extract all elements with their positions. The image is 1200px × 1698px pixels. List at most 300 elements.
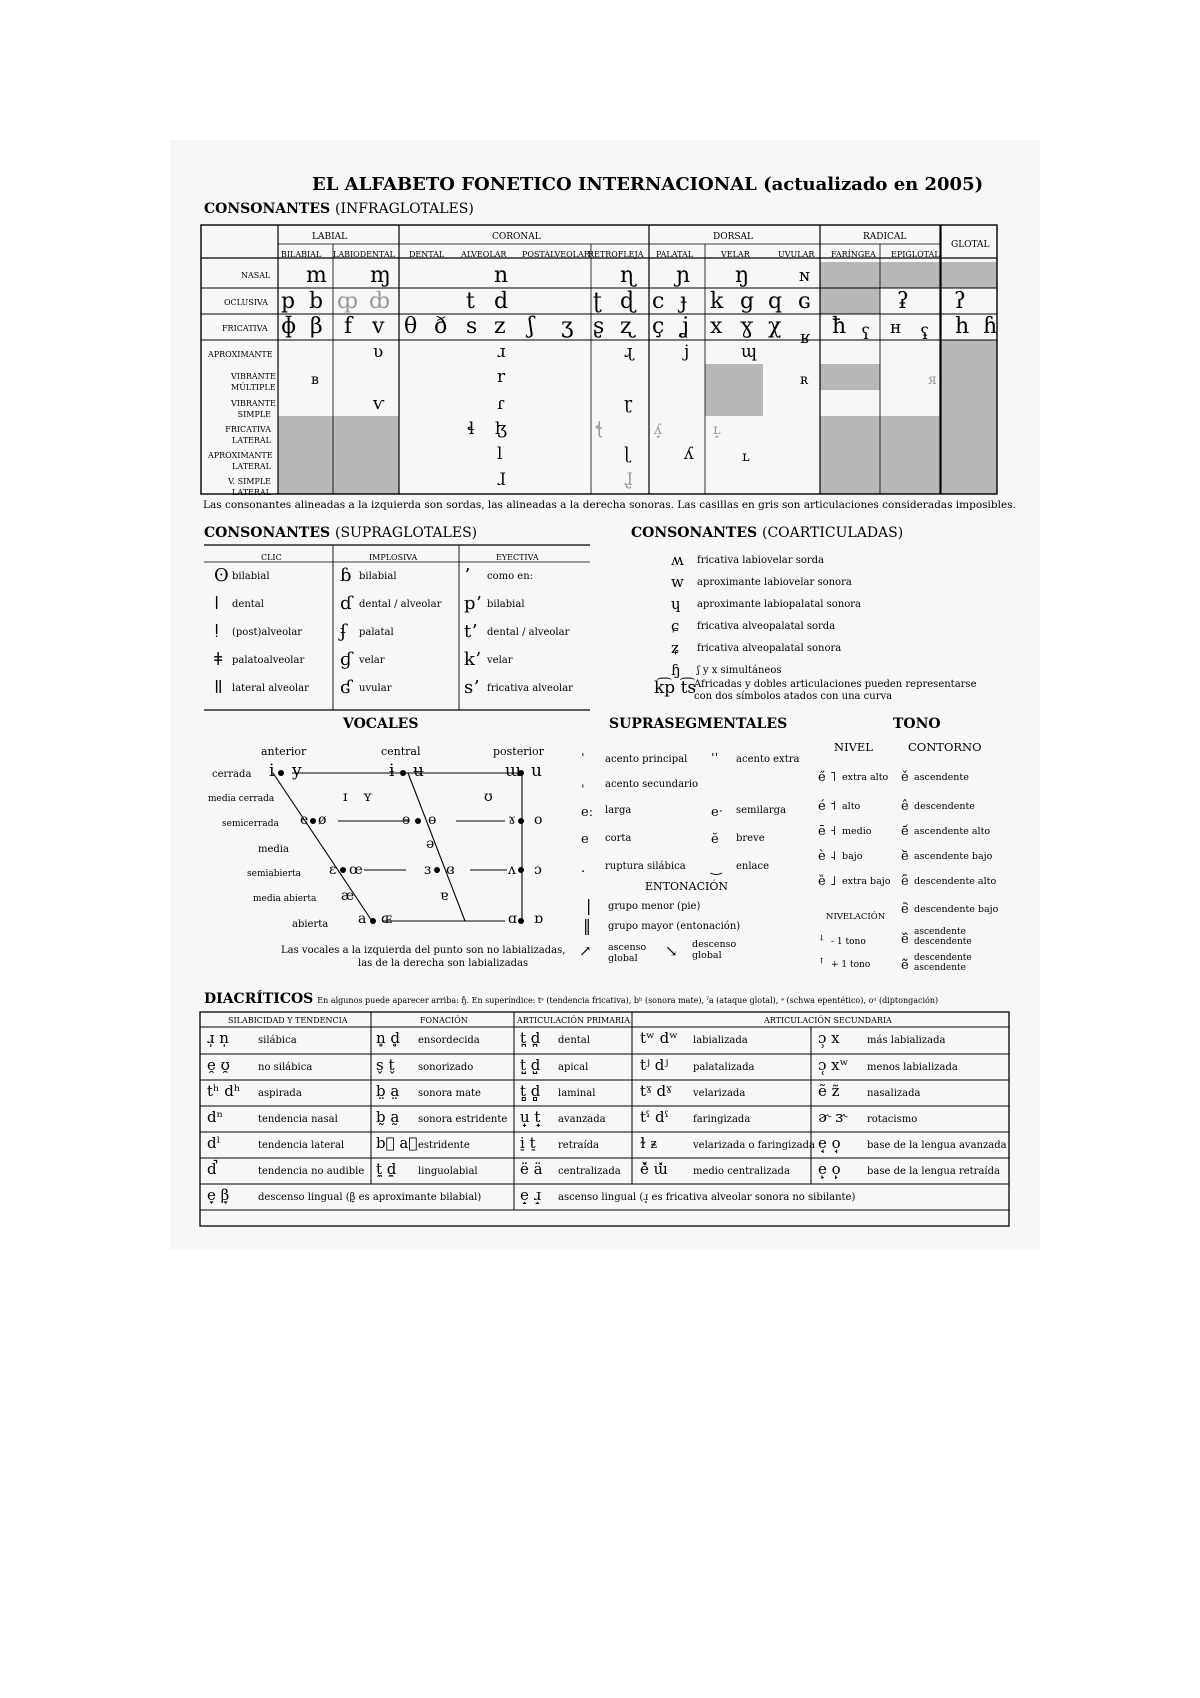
ipa-glottal-stop: ʔ bbox=[954, 289, 966, 314]
vowel-o: o bbox=[534, 812, 543, 828]
tone-contour-symbol: e᷇ bbox=[901, 874, 909, 889]
diacritic-symbol: b᪽ a᪽ bbox=[376, 1134, 418, 1152]
supraseg-label: acento secundario bbox=[605, 779, 699, 790]
ipa-lateral-flap: ɺ bbox=[497, 470, 506, 490]
tone-contour-label: ascendente bbox=[914, 927, 966, 937]
entonacion-label: global bbox=[692, 950, 722, 961]
ejective-label: fricativa alveolar bbox=[487, 683, 573, 694]
diacritic-label: velarizada bbox=[693, 1088, 746, 1099]
supraseg-symbol: ˌ bbox=[581, 775, 585, 790]
tone-contour-label: descendente bajo bbox=[914, 904, 999, 915]
group-radical: RADICAL bbox=[863, 232, 907, 242]
diac-col-art-secundaria: ARTICULACIÓN SECUNDARIA bbox=[764, 1016, 892, 1025]
impossible-cell bbox=[705, 364, 763, 416]
ipa-f: f bbox=[344, 314, 353, 339]
ipa-labiodental-nasal: ɱ bbox=[370, 263, 391, 288]
vowel-epsilon: ɛ bbox=[329, 862, 337, 878]
diac-col-fonacion: FONACIÓN bbox=[420, 1016, 468, 1025]
ipa-h: h bbox=[955, 314, 970, 339]
coart-label: ʃ y x simultáneos bbox=[697, 665, 782, 676]
ipa-pharyngeal-voiced: ʕ bbox=[861, 324, 871, 344]
supraseg-label: breve bbox=[736, 833, 765, 844]
implosive-symbol: ʛ bbox=[340, 677, 352, 698]
entonacion-label: global bbox=[608, 953, 638, 964]
implosive-symbol: ʄ bbox=[340, 621, 347, 642]
row-vsimple-lateral: V. SIMPLE LATERAL bbox=[228, 477, 271, 497]
ipa-retroflex-nasal: ɳ bbox=[620, 263, 636, 288]
vowel-o-slash: ø bbox=[318, 812, 327, 828]
coart-symbol: ɕ bbox=[671, 617, 680, 635]
vowel-dot bbox=[518, 867, 524, 873]
row-oclusiva: OCLUSIVA bbox=[224, 298, 268, 307]
click-symbol: ǁ bbox=[214, 677, 223, 698]
impossible-cell bbox=[278, 416, 399, 494]
ipa-alveolar-approximant: ɹ bbox=[497, 342, 506, 362]
sub-labiodental: LABIODENTAL bbox=[333, 250, 395, 259]
diacritic-label: nasalizada bbox=[867, 1088, 921, 1099]
entonacion-label: grupo menor (pie) bbox=[608, 901, 701, 912]
ipa-v: v bbox=[372, 314, 385, 339]
impossible-cell bbox=[880, 262, 941, 288]
sub-alveolar: ALVEOLAR bbox=[461, 250, 507, 259]
entonacion-symbol: | bbox=[586, 896, 592, 915]
diacritic-label: más labializada bbox=[867, 1035, 946, 1046]
diacritic-symbol: t̼ d̼ bbox=[376, 1160, 397, 1178]
diacritic-label: sonora mate bbox=[418, 1088, 481, 1099]
diacritic-label: rotacismo bbox=[867, 1114, 918, 1125]
tone-level-symbol: é ˦ bbox=[818, 799, 837, 814]
diacritic-label: estridente bbox=[418, 1140, 470, 1151]
sub-dental: DENTAL bbox=[409, 250, 445, 259]
tono-nivel-title: NIVEL bbox=[834, 740, 873, 754]
vowel-alpha: ɑ bbox=[508, 911, 517, 927]
click-symbol: ǂ bbox=[214, 649, 223, 670]
ipa-beta: β bbox=[310, 314, 323, 339]
vowel-col-central: central bbox=[381, 745, 421, 758]
diacritic-label: labializada bbox=[693, 1035, 748, 1046]
ipa-retroflex-z: ʐ bbox=[620, 314, 634, 339]
vowel-open-o: ɔ bbox=[534, 862, 542, 878]
ejective-symbol: sʼ bbox=[464, 677, 479, 698]
impossible-cell bbox=[820, 364, 880, 390]
impossible-cell bbox=[820, 288, 880, 314]
diacritic-symbol: u̟ t̟ bbox=[520, 1108, 541, 1126]
ipa-p: p bbox=[281, 289, 296, 314]
supraseg-label: ruptura silábica bbox=[605, 861, 686, 872]
ipa-d: d bbox=[494, 289, 509, 314]
diacritic-label: laminal bbox=[558, 1088, 596, 1099]
click-symbol: ʘ bbox=[214, 565, 229, 586]
implosive-symbol: ɠ bbox=[340, 649, 353, 670]
vowel-row-cerrada: cerrada bbox=[212, 769, 252, 780]
row-vibrante-simple: VIBRANTE SIMPLE bbox=[231, 399, 276, 419]
entonacion-symbol: ↘ bbox=[665, 942, 678, 960]
diacritic-label: tendencia lateral bbox=[258, 1140, 345, 1151]
diacritic-label: menos labializada bbox=[867, 1062, 958, 1073]
ipa-tie-bar-examples: k͡p t͡s bbox=[654, 678, 697, 698]
diacritic-label: velarizada o faringizada bbox=[693, 1140, 815, 1151]
ipa-retroflex-approximant: ɻ bbox=[624, 342, 634, 362]
ipa-q: q bbox=[768, 289, 783, 314]
tone-level-label: extra alto bbox=[842, 772, 889, 783]
row-vibrante-multiple: VIBRANTE MÚLTIPLE bbox=[231, 372, 276, 392]
coart-label: fricativa alveopalatal sorda bbox=[697, 621, 836, 632]
entonacion-label: ascenso bbox=[608, 942, 647, 953]
sub-retrofleja: RETROFLEJA bbox=[588, 250, 644, 259]
supraseg-label: larga bbox=[605, 805, 632, 816]
vowel-a: a bbox=[358, 911, 367, 927]
implosive-label: palatal bbox=[359, 627, 394, 638]
sub-palatal: PALATAL bbox=[656, 250, 694, 259]
col-clic: CLIC bbox=[261, 553, 282, 562]
group-dorsal: DORSAL bbox=[713, 232, 754, 242]
diacritic-label: base de la lengua retraída bbox=[867, 1166, 1000, 1177]
tone-contour-symbol: e᷈ bbox=[901, 932, 909, 947]
diacritic-label: retraída bbox=[558, 1140, 600, 1151]
row-aproximante: APROXIMANTE bbox=[208, 350, 273, 359]
ipa-lateral-fricative-voiceless: ɬ bbox=[467, 419, 475, 439]
ipa-g: g bbox=[740, 289, 755, 314]
diacritic-symbol: ɔ̜ xʷ bbox=[818, 1056, 849, 1074]
ipa-n: n bbox=[494, 263, 509, 288]
ipa-retroflex-t: ʈ bbox=[593, 289, 602, 314]
vowel-dot bbox=[518, 918, 524, 924]
vowel-rams-horns: ɤ bbox=[508, 812, 516, 828]
vowel-row-media-abierta: media abierta bbox=[253, 894, 317, 904]
vowel-row-semicerrada: semicerrada bbox=[222, 819, 279, 829]
tone-contour-symbol: e᷄ bbox=[901, 824, 909, 839]
diacritic-symbol: ě̽ ɯ̽ bbox=[640, 1160, 668, 1178]
coart-label: fricativa alveopalatal sonora bbox=[697, 643, 842, 654]
ipa-ezh: ʒ bbox=[561, 314, 574, 339]
row-fricativa: FRICATIVA bbox=[222, 324, 268, 333]
coart-symbol: ɧ bbox=[671, 661, 681, 679]
entonacion-title: ENTONACIÓN bbox=[645, 880, 728, 893]
diacritic-symbol: ẽ z̃ bbox=[818, 1082, 840, 1100]
ejective-symbol: ʼ bbox=[464, 565, 470, 586]
tone-contour-label: ascendente alto bbox=[914, 826, 991, 837]
vowel-row-media-cerrada: media cerrada bbox=[208, 794, 275, 804]
supraseg-label: acento extra bbox=[736, 754, 800, 765]
supraseg-symbol: e bbox=[581, 832, 589, 847]
diacritic-label: tendencia nasal bbox=[258, 1114, 338, 1125]
ipa-velar-lateral-fricative: ʟ̝ bbox=[713, 422, 721, 438]
supraseg-label: corta bbox=[605, 833, 632, 844]
tone-contour-label: ascendente bbox=[914, 963, 966, 973]
tone-contour-symbol: e᷉ bbox=[901, 958, 909, 973]
tone-level-label: alto bbox=[842, 801, 861, 812]
ipa-velar-approximant: ɰ bbox=[741, 342, 758, 362]
diacritic-symbol: e̞ β̞ bbox=[207, 1186, 230, 1204]
ipa-k: k bbox=[710, 289, 724, 314]
ipa-chi: χ bbox=[768, 314, 782, 339]
ipa-retroflex-flap: ɽ bbox=[624, 394, 633, 414]
sub-bilabial: BILABIAL bbox=[281, 250, 322, 259]
ipa-theta: θ bbox=[404, 314, 418, 339]
ipa-epiglottal-plosive: ʡ bbox=[897, 289, 909, 314]
diacritic-label: ascenso lingual (ɹ̝ es fricativa alveolar sonora no sibilante) bbox=[558, 1192, 856, 1203]
entonacion-label: grupo mayor (entonación) bbox=[608, 921, 741, 932]
vowel-y: y bbox=[292, 761, 302, 781]
sub-epiglotal: EPIGLOTAL bbox=[891, 250, 940, 259]
ipa-retroflex-lateral-fricative: ꞎ bbox=[595, 419, 604, 439]
coart-symbol: ʍ bbox=[671, 551, 684, 569]
vowel-row-media: media bbox=[258, 844, 289, 855]
coart-label: aproximante labiopalatal sonora bbox=[697, 599, 862, 610]
diacritic-symbol: d̚ bbox=[207, 1160, 217, 1178]
ipa-h-bar: ħ bbox=[832, 314, 847, 339]
ipa-c: c bbox=[652, 289, 665, 314]
supraseg-symbol: ˈˈ bbox=[711, 752, 719, 767]
ipa-eth: ð bbox=[434, 314, 448, 339]
diacritic-symbol: ɹ̩ n̩ bbox=[207, 1029, 229, 1047]
diacritic-label: apical bbox=[558, 1062, 589, 1073]
vowel-e: e bbox=[300, 812, 309, 828]
ipa-bilabial-trill: ʙ bbox=[311, 372, 319, 388]
tone-level-label: medio bbox=[842, 826, 872, 837]
diacritic-label: base de la lengua avanzada bbox=[867, 1140, 1007, 1151]
vowel-dot bbox=[415, 818, 421, 824]
vowel-small-cap-y: ʏ bbox=[363, 789, 373, 805]
ipa-palatal-nasal: ɲ bbox=[676, 263, 691, 288]
ejective-label: bilabial bbox=[487, 599, 525, 610]
row-nasal: NASAL bbox=[241, 271, 271, 280]
diacritic-label: medio centralizada bbox=[693, 1166, 790, 1177]
impossible-cell bbox=[820, 416, 941, 494]
diacritic-symbol: s̬ t̬ bbox=[376, 1056, 395, 1074]
vowel-turned-alpha: ɒ bbox=[534, 911, 543, 927]
impossible-cell bbox=[820, 262, 880, 288]
row-fricativa-lateral: FRICATIVA LATERAL bbox=[225, 425, 271, 445]
ipa-retroflex-s: ʂ bbox=[593, 314, 605, 339]
diacritic-label: no silábica bbox=[258, 1062, 313, 1073]
diac-col-silabicidad: SILABICIDAD Y TENDENCIA bbox=[228, 1016, 348, 1025]
vowel-reversed-e: ɘ bbox=[402, 812, 411, 828]
tone-up-label: + 1 tono bbox=[831, 960, 871, 970]
col-implosiva: IMPLOSIVA bbox=[369, 553, 418, 562]
vowel-turned-m: ɯ bbox=[505, 761, 522, 781]
vowel-i: i bbox=[269, 761, 275, 781]
vowel-barred-o: ɵ bbox=[428, 812, 437, 828]
diacritics-header: DIACRÍTICOS En algunos puede aparecer arriba: ŋ̊. En superíndice: tˢ (tendencia fricativa), bʰ (sonora mate), ˀa (ataque glotal), ᵊ (schwa epentético), oᵘ (diptongación) bbox=[204, 991, 939, 1007]
entonacion-label: descenso bbox=[692, 939, 737, 950]
impossible-cell bbox=[941, 340, 997, 494]
vowel-closed-reversed-epsilon: ɞ bbox=[446, 862, 455, 878]
group-labial: LABIAL bbox=[312, 232, 348, 242]
rule-line bbox=[408, 773, 465, 921]
col-eyectiva: EYECTIVA bbox=[496, 553, 539, 562]
ejective-label: como en: bbox=[487, 571, 534, 582]
ipa-c-cedilla: ç bbox=[652, 314, 665, 339]
tone-contour-symbol: ê bbox=[901, 799, 909, 814]
diacritic-label: linguolabial bbox=[418, 1166, 478, 1177]
diacritic-symbol: t̪ d̪ bbox=[520, 1029, 541, 1047]
diacritic-symbol: b̤ a̤ bbox=[376, 1082, 400, 1100]
supraseg-label: enlace bbox=[736, 861, 770, 872]
ipa-labiodental-approximant: ʋ bbox=[373, 342, 384, 362]
coart-symbol: ɥ bbox=[671, 595, 681, 613]
diacritic-label: avanzada bbox=[558, 1114, 606, 1125]
diacritic-label: dental bbox=[558, 1035, 590, 1046]
vowel-note-1: Las vocales a la izquierda del punto son no labializadas, bbox=[281, 945, 566, 956]
implosive-label: bilabial bbox=[359, 571, 397, 582]
supraseg-symbol: eˑ bbox=[711, 805, 724, 820]
coart-affr-line1: Africadas y dobles articulaciones pueden representarse bbox=[694, 679, 977, 690]
diacritic-symbol: ɫ ᵶ bbox=[640, 1134, 658, 1152]
diacritic-symbol: ɚ ɝ bbox=[818, 1108, 848, 1126]
vowel-ash: æ bbox=[341, 888, 355, 904]
sub-faringea: FARÍNGEA bbox=[831, 250, 876, 259]
tone-down-icon: ꜜ bbox=[819, 933, 825, 949]
ipa-palatal-lateral-fricative: ʎ̝ bbox=[654, 422, 662, 438]
entonacion-symbol: ‖ bbox=[583, 916, 591, 935]
ejective-label: velar bbox=[487, 655, 513, 666]
coart-symbol: ʑ bbox=[671, 639, 680, 657]
diacritic-symbol: n̥ d̥ bbox=[376, 1029, 401, 1047]
diacritic-symbol: e̘ o̘ bbox=[818, 1134, 841, 1152]
ejective-symbol: kʼ bbox=[464, 649, 481, 670]
diacritic-label: descenso lingual (β̞ es aproximante bilabial) bbox=[258, 1192, 482, 1203]
group-glotal: GLOTAL bbox=[951, 240, 990, 250]
vowel-dot bbox=[310, 818, 316, 824]
ipa-m: m bbox=[306, 263, 327, 288]
diacritic-label: silábica bbox=[258, 1035, 297, 1046]
diacritic-label: palatalizada bbox=[693, 1062, 755, 1073]
vowel-col-posterior: posterior bbox=[493, 745, 544, 758]
tone-contour-label: ascendente bajo bbox=[914, 851, 993, 862]
ipa-lateral-fricative-voiced: ɮ bbox=[495, 419, 507, 439]
vowel-turned-v: ʌ bbox=[508, 862, 516, 878]
ipa-velar-lateral: ʟ bbox=[742, 449, 750, 465]
diacritic-symbol: tˠ dˠ bbox=[640, 1082, 672, 1100]
ipa-uvular-trill: ʀ bbox=[800, 372, 809, 388]
sub-velar: VELAR bbox=[721, 250, 750, 259]
ipa-labiodental-plosive-voiced: ȸ bbox=[369, 289, 391, 314]
tone-contour-label: descendente bbox=[914, 937, 972, 947]
supraseg-symbol: ĕ bbox=[711, 832, 719, 847]
diacritic-symbol: e̯ ʊ̯ bbox=[207, 1056, 230, 1074]
vowel-dot bbox=[400, 770, 406, 776]
diacritic-symbol: dⁿ bbox=[207, 1108, 224, 1126]
tone-level-symbol: ē ˧ bbox=[818, 824, 837, 839]
implosive-symbol: ɗ bbox=[340, 593, 353, 614]
supraseg-label: semilarga bbox=[736, 805, 787, 816]
diacritic-symbol: e̝ ɹ̝ bbox=[520, 1186, 542, 1204]
ipa-l: l bbox=[497, 444, 503, 464]
tone-level-symbol: ȅ ˩ bbox=[818, 874, 837, 889]
ipa-x: x bbox=[710, 314, 723, 339]
ipa-epiglottal-fricative-voiced: ʢ bbox=[920, 324, 930, 344]
diacritic-label: centralizada bbox=[558, 1166, 621, 1177]
diacritic-symbol: t̺ d̺ bbox=[520, 1056, 541, 1074]
diacritic-symbol: tˤ dˤ bbox=[640, 1108, 669, 1126]
ipa-h-hook: ɦ bbox=[983, 314, 998, 339]
ipa-s: s bbox=[466, 314, 478, 339]
tone-contour-symbol: e᷆ bbox=[901, 902, 909, 917]
entonacion-symbol: ↗ bbox=[579, 942, 592, 960]
diac-col-art-primaria: ARTICULACIÓN PRIMARIA bbox=[517, 1016, 630, 1025]
section-title-tono: TONO bbox=[893, 716, 941, 732]
ejective-symbol: pʼ bbox=[464, 593, 482, 614]
ejective-symbol: tʼ bbox=[464, 621, 477, 642]
diacritic-symbol: ɔ̹ x bbox=[818, 1029, 840, 1047]
tono-contorno-title: CONTORNO bbox=[908, 740, 982, 754]
diacritic-symbol: b̰ a̰ bbox=[376, 1108, 400, 1126]
tone-contour-symbol: ě bbox=[901, 770, 909, 785]
click-symbol: ǃ bbox=[214, 621, 220, 642]
section-title-suprasegmentales: SUPRASEGMENTALES bbox=[609, 716, 788, 732]
coart-label: fricativa labiovelar sorda bbox=[697, 555, 825, 566]
tone-down-label: - 1 tono bbox=[831, 937, 866, 947]
vowel-dot bbox=[518, 818, 524, 824]
tone-level-symbol: e̋ ˥ bbox=[818, 770, 837, 785]
ipa-labiodental-flap: ⱱ bbox=[373, 394, 385, 414]
ipa-retroflex-lateral-flap: ɺ̢ bbox=[624, 470, 633, 490]
click-label: bilabial bbox=[232, 571, 270, 582]
group-coronal: CORONAL bbox=[492, 232, 541, 242]
implosive-label: uvular bbox=[359, 683, 392, 694]
ipa-epiglottal-fricative: ʜ bbox=[890, 318, 902, 338]
diacritic-label: faringizada bbox=[693, 1114, 751, 1125]
click-label: (post)alveolar bbox=[232, 627, 303, 638]
ipa-uvular-nasal: ɴ bbox=[799, 266, 810, 286]
diacritic-symbol: t̻ d̻ bbox=[520, 1082, 541, 1100]
vowel-row-semiabierta: semiabierta bbox=[247, 869, 301, 879]
vowel-note-2: las de la derecha son labializadas bbox=[358, 958, 529, 969]
coart-label: aproximante labiovelar sonora bbox=[697, 577, 852, 588]
implosive-symbol: ɓ bbox=[340, 565, 352, 586]
ipa-retroflex-d: ɖ bbox=[620, 289, 635, 314]
infra-note: Las consonantes alineadas a la izquierda son sordas, las alineadas a la derecha sonoras. Las casillas en gris son articulaciones consideradas imposibles. bbox=[203, 499, 1016, 511]
tone-level-label: extra bajo bbox=[842, 876, 891, 887]
coart-symbol: w bbox=[671, 573, 684, 591]
tone-level-label: bajo bbox=[842, 851, 863, 862]
diacritic-symbol: ë ä bbox=[520, 1160, 543, 1178]
ipa-phi: ɸ bbox=[281, 314, 297, 339]
vowel-dot bbox=[434, 867, 440, 873]
vowel-dot bbox=[370, 918, 376, 924]
vowel-upsilon: ʊ bbox=[484, 789, 493, 805]
diacritic-symbol: tʲ dʲ bbox=[640, 1056, 669, 1074]
tone-contour-label: descendente alto bbox=[914, 876, 997, 887]
vowel-oe-ligature: œ bbox=[349, 862, 363, 878]
supraseg-symbol: eː bbox=[581, 805, 594, 820]
click-label: palatoalveolar bbox=[232, 655, 305, 666]
ipa-gamma: ɣ bbox=[740, 314, 754, 339]
ipa-alveolar-tap: ɾ bbox=[497, 394, 505, 414]
vowel-schwa: ə bbox=[426, 836, 435, 852]
diacritic-label: sonora estridente bbox=[418, 1114, 508, 1125]
ipa-epiglottal-trill: я bbox=[928, 372, 937, 388]
ipa-z: z bbox=[494, 314, 506, 339]
tone-level-symbol: è ˨ bbox=[818, 849, 837, 864]
vowel-row-abierta: abierta bbox=[292, 919, 329, 930]
ipa-j: j bbox=[684, 342, 690, 362]
coart-affr-line2: con dos símbolos atados con una curva bbox=[694, 691, 893, 702]
diacritic-symbol: tʰ dʰ bbox=[207, 1082, 241, 1100]
diacritic-label: aspirada bbox=[258, 1088, 302, 1099]
tone-up-icon: ꜛ bbox=[819, 956, 825, 972]
ejective-label: dental / alveolar bbox=[487, 627, 570, 638]
diacritic-symbol: i̠ t̠ bbox=[520, 1134, 536, 1152]
diacritic-symbol: dˡ bbox=[207, 1134, 221, 1152]
supraseg-symbol: ˈ bbox=[581, 752, 585, 767]
section-title-vocales: VOCALES bbox=[343, 716, 419, 732]
implosive-label: velar bbox=[359, 655, 385, 666]
supraseg-label: acento principal bbox=[605, 754, 688, 765]
tone-contour-label: descendente bbox=[914, 801, 975, 812]
vowel-dot bbox=[340, 867, 346, 873]
